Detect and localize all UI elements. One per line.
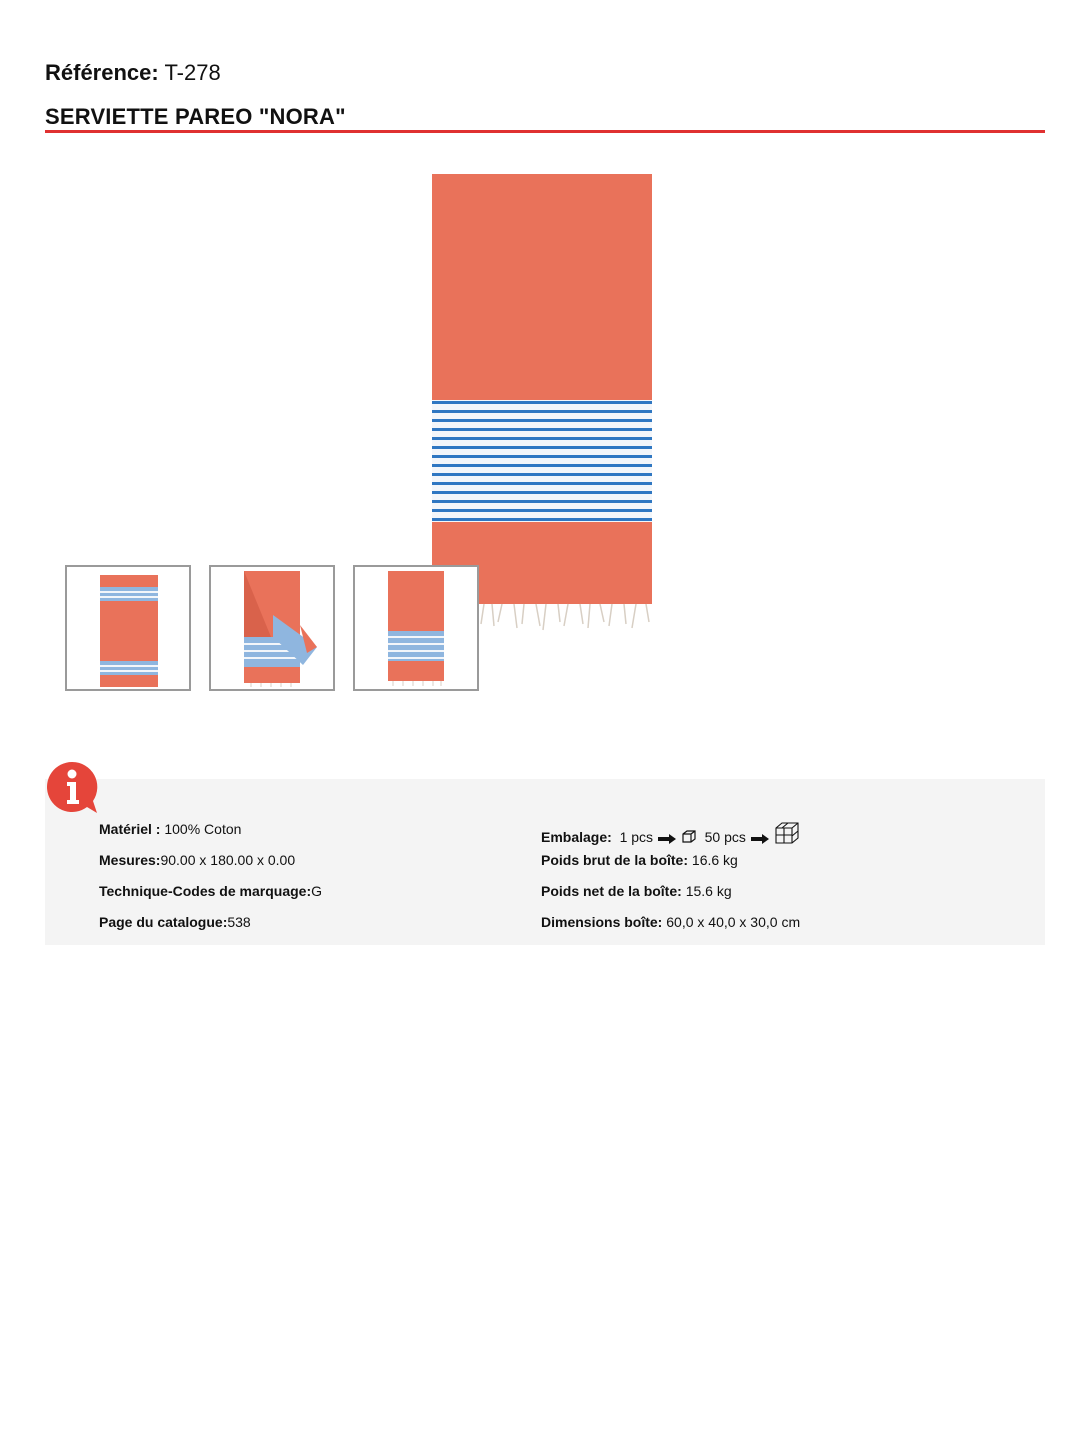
product-title: SERVIETTE PAREO "NORA" [45,104,346,129]
carton-box-icon [774,821,800,845]
spec-dimensions: Mesures:90.00 x 180.00 x 0.00 [99,852,296,868]
spec-marking-codes: Technique-Codes de marquage:G [99,883,322,899]
info-icon [45,760,99,814]
arrow-right-icon [657,833,677,845]
spec-net-weight: Poids net de la boîte: 15.6 kg [541,883,732,899]
towel-thumb-flat [67,567,189,689]
product-specs-left [99,821,322,945]
spec-gross-weight: Poids brut de la boîte: 16.6 kg [541,852,738,868]
product-specs-right [541,821,800,945]
arrow-right-icon [750,833,770,845]
spec-catalogue-page: Page du catalogue:538 [99,914,251,930]
spec-material: Matériel : 100% Coton [99,821,242,837]
spec-packaging: Embalage: 1 pcs 50 pcs [541,821,800,852]
thumbnail-flat[interactable] [65,565,191,691]
spec-box-dimensions: Dimensions boîte: 60,0 x 40,0 x 30,0 cm [541,914,801,930]
reference-line [45,60,221,86]
reference-label: Référence: [45,60,159,85]
reference-value: T-278 [164,60,221,85]
small-box-icon [681,829,697,845]
towel-thumb-hanging [355,567,477,689]
title-divider [45,130,1045,133]
towel-thumb-folded [211,567,333,689]
thumbnail-folded[interactable] [209,565,335,691]
thumbnail-hanging[interactable] [353,565,479,691]
